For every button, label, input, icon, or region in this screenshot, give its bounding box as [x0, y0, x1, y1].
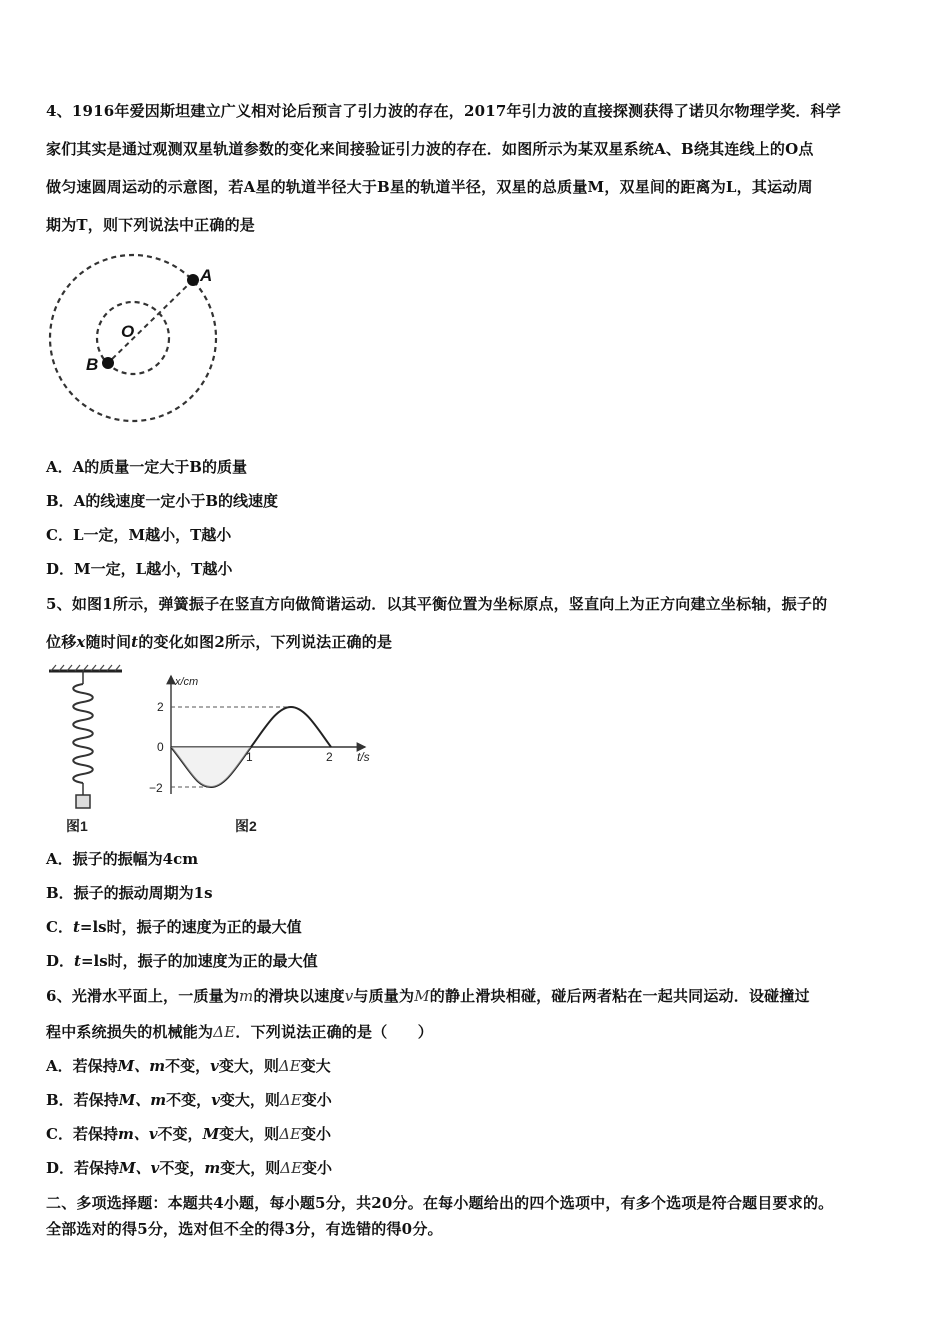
q5-option-b: B．振子的振动周期为1s — [46, 884, 213, 902]
label-a: A — [200, 266, 213, 285]
q4-option-c: C．L一定，M越小，T越小 — [46, 526, 232, 544]
q5-text-line-2: 位移x随时间t的变化如图2所示，下列说法正确的是 — [46, 633, 393, 651]
q4-text-line-1: 4、1916年爱因斯坦建立广义相对论后预言了引力波的存在，2017年引力波的直接探测获得了诺贝尔物理学奖．科学 — [46, 102, 841, 120]
x-tick-2: 2 — [326, 750, 333, 764]
fig2-caption: 图2 — [235, 818, 257, 834]
q6-option-d: D．若保持M、v不变，m变大，则ΔE变小 — [46, 1159, 333, 1177]
y-tick-minus-2: −2 — [149, 781, 163, 795]
spring-coil — [73, 684, 93, 783]
q4-text-line-3: 做匀速圆周运动的示意图，若A星的轨道半径大于B星的轨道半径，双星的总质量M，双星间的距离为L，其运动周 — [46, 178, 813, 196]
x-axis-label: t/s — [357, 750, 370, 764]
q6-option-c: C．若保持m、v不变，M变大，则ΔE变小 — [46, 1125, 331, 1143]
q5-option-c: C．t=ls时，振子的速度为正的最大值 — [46, 918, 302, 936]
q4-text-line-2: 家们其实是通过观测双星轨道参数的变化来间接验证引力波的存在．如图所示为某双星系统A、B绕其连线上的O点 — [46, 140, 814, 158]
y-tick-2: 2 — [157, 700, 164, 714]
section2-instructions-line-1: 二、多项选择题：本题共4小题，每小题5分，共20分。在每小题给出的四个选项中，有多个选项是符合题目要求的。 — [46, 1194, 834, 1212]
fig1-caption: 图1 — [66, 818, 88, 834]
q5-text-line-1: 5、如图1所示，弹簧振子在竖直方向做简谐运动．以其平衡位置为坐标原点，竖直向上为正方向建立坐标轴，振子的 — [46, 595, 828, 613]
q4-text-line-4: 期为T，则下列说法中正确的是 — [46, 216, 255, 234]
q5-option-d: D．t=ls时，振子的加速度为正的最大值 — [46, 952, 318, 970]
q6-text-line-2: 程中系统损失的机械能为ΔE．下列说法正确的是（ ） — [46, 1023, 433, 1041]
q4-option-d: D．M一定，L越小，T越小 — [46, 560, 233, 578]
star-a — [187, 274, 199, 286]
shaded-area-1 — [171, 747, 251, 787]
section2-instructions-line-2: 全部选对的得5分，选对但不全的得3分，有选错的得0分。 — [46, 1220, 443, 1238]
q4-option-a: A．A的质量一定大于B的质量 — [46, 458, 247, 476]
star-b — [102, 357, 114, 369]
q5-option-a: A．振子的振幅为4cm — [46, 850, 199, 868]
q4-binary-star-figure — [40, 245, 240, 445]
q5-figure-1-spring — [44, 664, 134, 839]
x-tick-1: 1 — [246, 750, 253, 764]
q6-option-b: B．若保持M、m不变，v变大，则ΔE变小 — [46, 1091, 332, 1109]
y-axis-label: x/cm — [175, 676, 199, 688]
q5-figure-2-graph — [145, 668, 385, 840]
y-tick-0: 0 — [157, 740, 164, 754]
q6-option-a: A．若保持M、m不变，v变大，则ΔE变大 — [46, 1057, 331, 1075]
q6-text-line-1: 6、光滑水平面上，一质量为m的滑块以速度v与质量为M的静止滑块相碰，碰后两者粘在一起共同运动．设碰撞过 — [46, 987, 810, 1005]
q4-option-b: B．A的线速度一定小于B的线速度 — [46, 492, 278, 510]
label-o: O — [121, 322, 135, 341]
oscillator-block — [76, 795, 90, 808]
label-b: B — [86, 355, 99, 374]
